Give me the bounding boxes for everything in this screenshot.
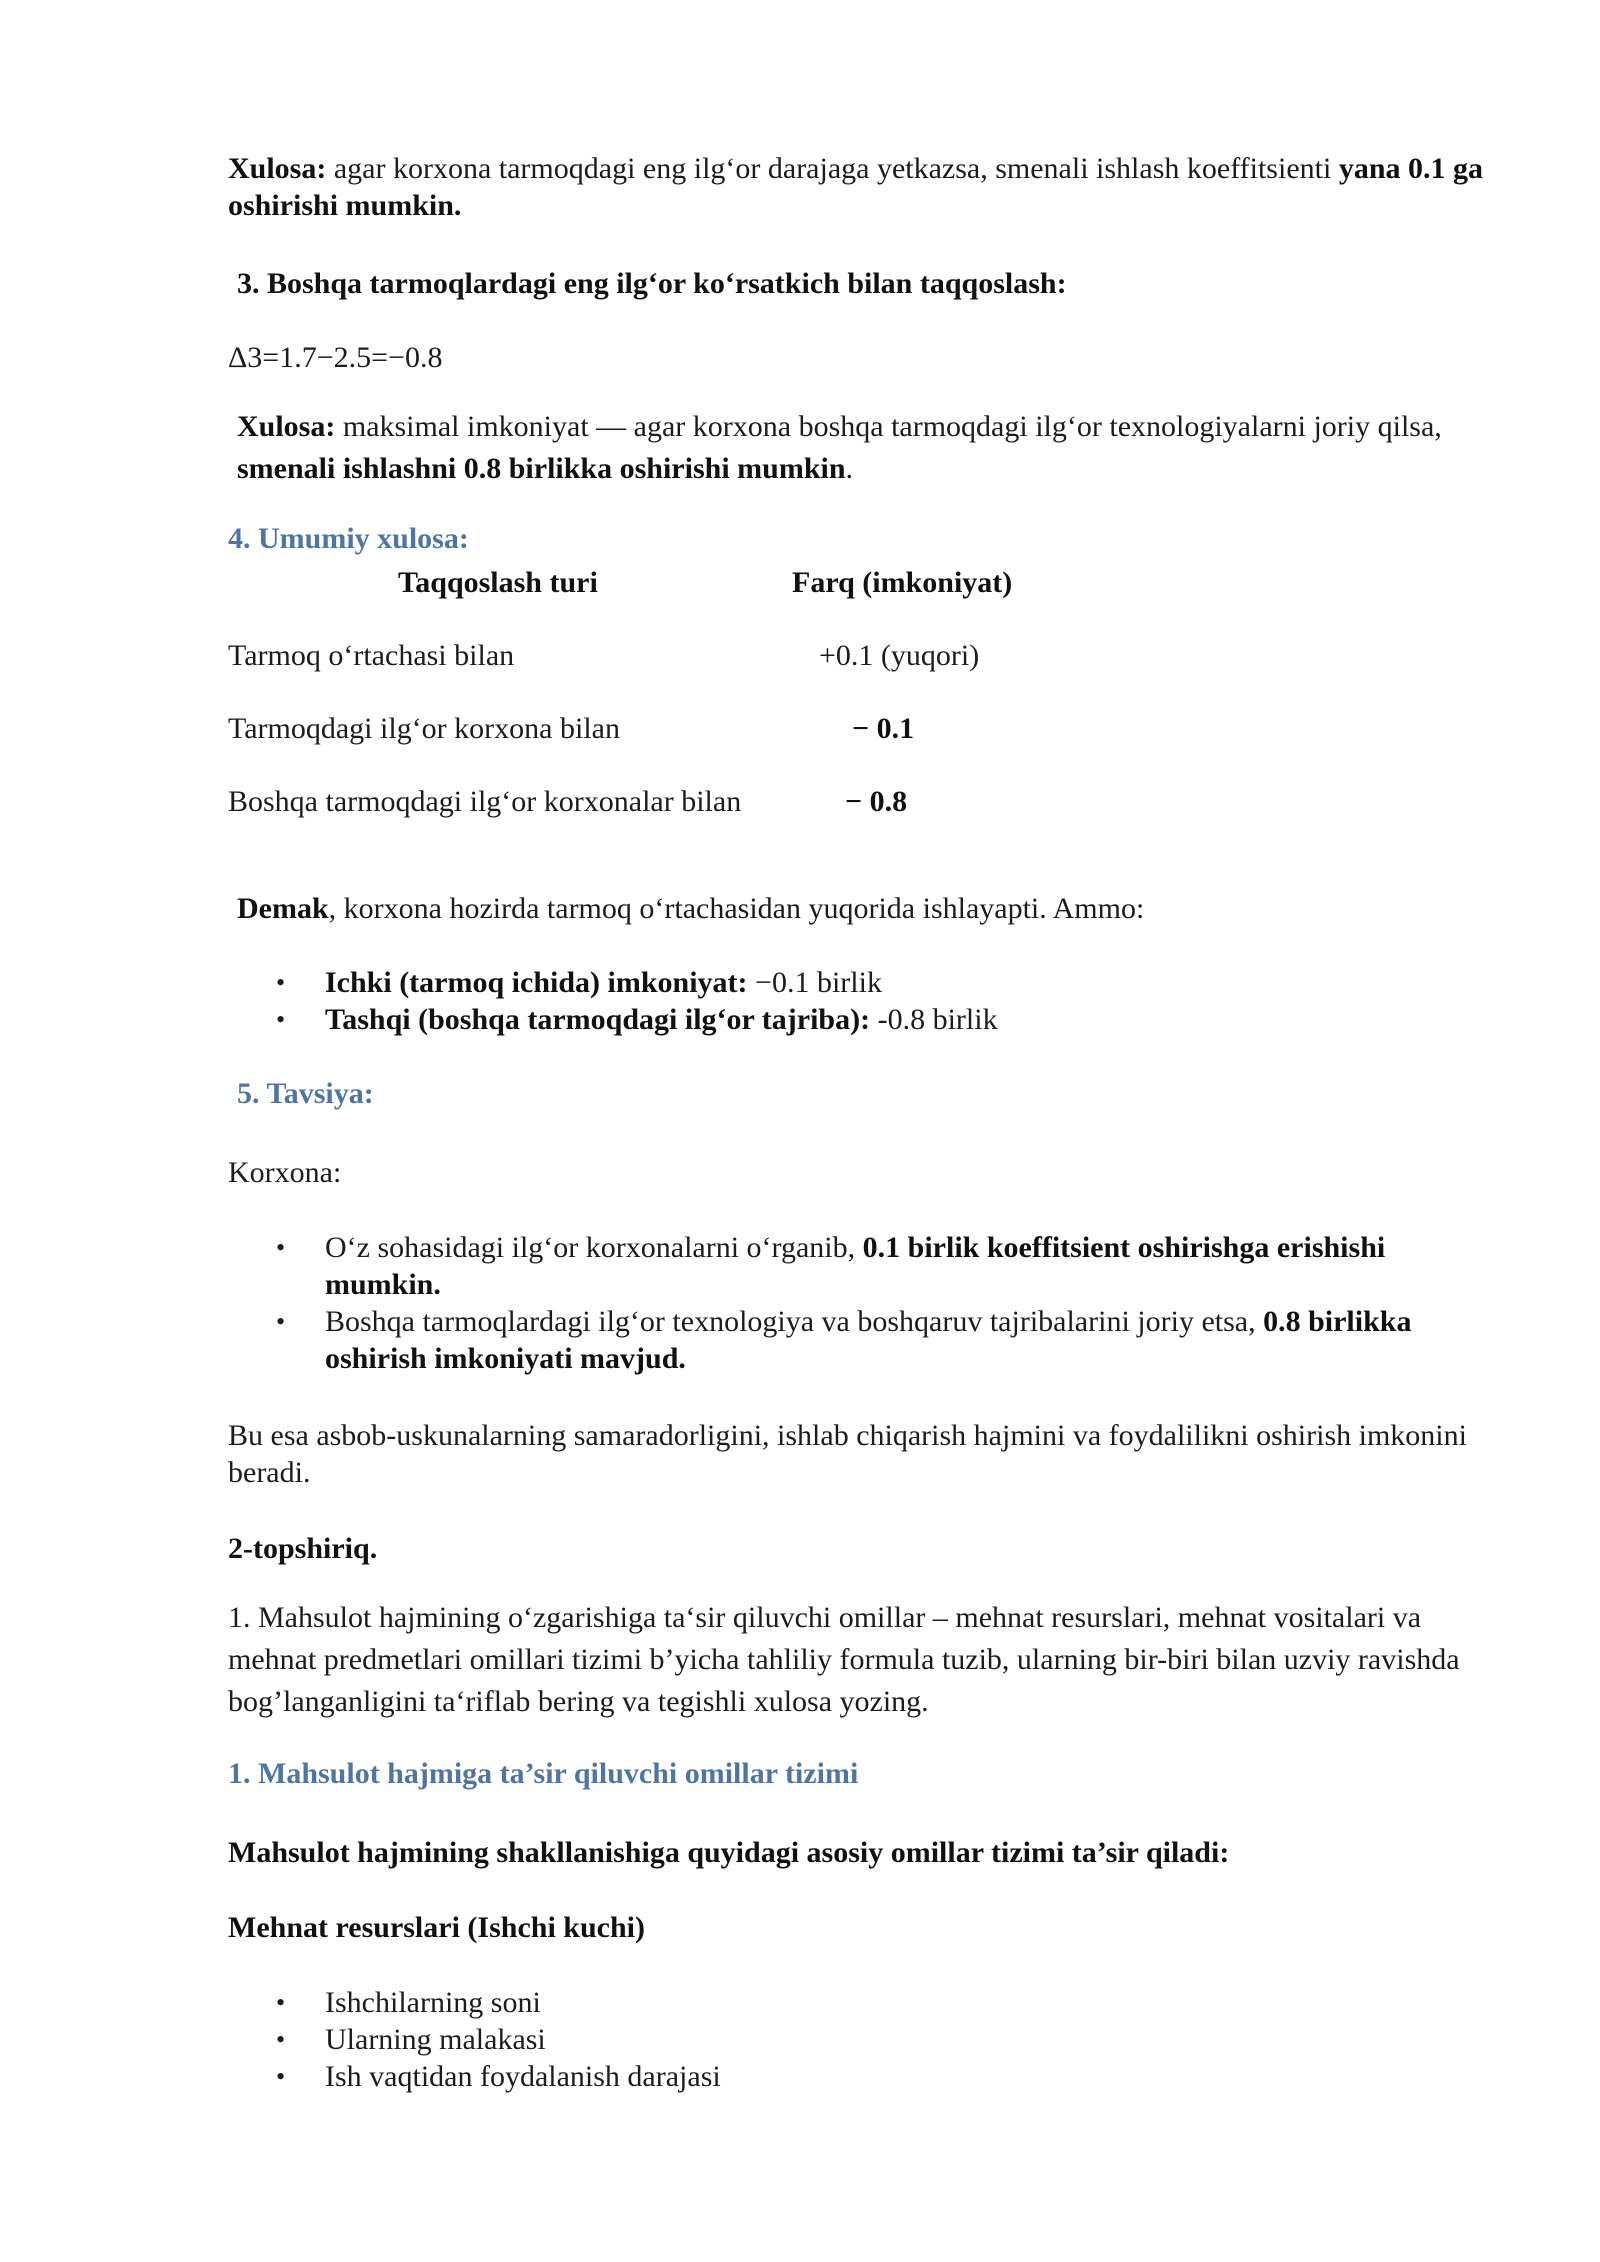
- bullet-icon: •: [276, 968, 286, 997]
- conclusion-label: Xulosa:: [237, 410, 336, 443]
- korxona-label: Korxona:: [228, 1156, 342, 1189]
- demak-label: Demak: [237, 892, 329, 925]
- table-row-label: Boshqa tarmoqdagi ilg‘or korxonalar bilan: [228, 785, 742, 818]
- summary-paragraph: Bu esa asbob-uskunalarning samaradorligini, ishlab chiqarish hajmini va foydalilikni oshirish imkonini beradi.: [228, 1419, 1467, 1489]
- conclusion-text: agar korxona tarmoqdagi eng ilg‘or darajaga yetkazsa, smenali ishlash koeffitsienti: [326, 152, 1339, 185]
- demak-text: , korxona hozirda tarmoq o‘rtachasidan yuqorida ishlayapti. Ammo:: [328, 892, 1145, 925]
- table-row-value: − 0.8: [845, 785, 908, 818]
- conclusion-label: Xulosa:: [228, 152, 327, 185]
- table-header-type: Taqqoslash turi: [398, 566, 598, 599]
- task-description: 1. Mahsulot hajmining o‘zgarishiga ta‘sir qiluvchi omillar – mehnat resurslari, mehnat vositalari va mehnat predmetlari omillari tizimi b’yicha tahliliy formula tuzib, ularning bir-biri bilan uzviy ravishda bog’langanligini ta‘riflab bering va tegishli xulosa yozing.: [228, 1601, 1460, 1718]
- list-item: • Ularning malakasi: [276, 2023, 546, 2056]
- formula-delta-3: Δ3=1.7−2.5=−0.8: [228, 341, 443, 374]
- conclusion-text: maksimal imkoniyat — agar korxona boshqa tarmoqdagi ilg‘or texnologiyalarni joriy qilsa,: [335, 410, 1442, 443]
- task-heading: 2-topshiriq.: [228, 1532, 378, 1565]
- labor-resources-heading: Mehnat resurslari (Ishchi kuchi): [228, 1911, 645, 1944]
- labor-factors-list: [228, 1984, 1488, 2095]
- bullet-icon: •: [276, 1233, 286, 1262]
- section-heading-4: 4. Umumiy xulosa:: [228, 522, 469, 555]
- table-row-label: Tarmoq o‘rtachasi bilan: [228, 639, 515, 672]
- recommendation-list: [228, 1229, 1488, 1377]
- bullet-icon: •: [276, 1307, 286, 1336]
- demak-paragraph: [228, 890, 1488, 927]
- factors-intro: Mahsulot hajmining shakllanishiga quyidagi asosiy omillar tizimi ta’sir qiladi:: [228, 1836, 1230, 1869]
- section-heading-3: 3. Boshqa tarmoqlardagi eng ilg‘or ko‘rsatkich bilan taqqoslash:: [237, 267, 1067, 300]
- conclusion-paragraph-2: [228, 406, 1488, 490]
- table-row-value: +0.1 (yuqori): [819, 639, 980, 672]
- section-heading-factors: 1. Mahsulot hajmiga ta’sir qiluvchi omillar tizimi: [228, 1757, 859, 1790]
- list-item: • Ichki (tarmoq ichida) imkoniyat: −0.1 birlik: [276, 966, 882, 999]
- conclusion-paragraph-1: [228, 150, 1488, 224]
- conclusion-bold: smenali ishlashni 0.8 birlikka oshirishi mumkin: [237, 452, 846, 485]
- list-item: • Tashqi (boshqa tarmoqdagi ilg‘or tajriba): -0.8 birlik: [276, 1003, 998, 1036]
- bullet-icon: •: [276, 2025, 286, 2054]
- section-heading-5: 5. Tavsiya:: [237, 1077, 374, 1110]
- conclusion-end: .: [845, 452, 854, 485]
- list-item: • Ish vaqtidan foydalanish darajasi: [276, 2060, 721, 2093]
- table-header-diff: Farq (imkoniyat): [792, 566, 1013, 599]
- table-row: [228, 710, 1328, 750]
- bullet-icon: •: [276, 1005, 286, 1034]
- list-item: • Boshqa tarmoqlardagi ilg‘or texnologiya va boshqaruv tajribalarini joriy etsa, 0.8 birlikka oshirish imkoniyati mavjud.: [276, 1305, 1412, 1375]
- table-row: [228, 783, 1328, 823]
- bullet-icon: •: [276, 1988, 286, 2017]
- table-header-row: [228, 564, 1328, 604]
- table-row-label: Tarmoqdagi ilg‘or korxona bilan: [228, 712, 620, 745]
- table-row: [228, 637, 1328, 677]
- table-row-value: − 0.1: [852, 712, 915, 745]
- capability-list: [228, 964, 1488, 1038]
- conclusion-bold-tail: yana 0.1 ga oshirishi mumkin.: [228, 152, 1483, 222]
- bullet-icon: •: [276, 2062, 286, 2091]
- list-item: • O‘z sohasidagi ilg‘or korxonalarni o‘rganib, 0.1 birlik koeffitsient oshirishga erishishi mumkin.: [276, 1231, 1386, 1301]
- list-item: • Ishchilarning soni: [276, 1986, 541, 2019]
